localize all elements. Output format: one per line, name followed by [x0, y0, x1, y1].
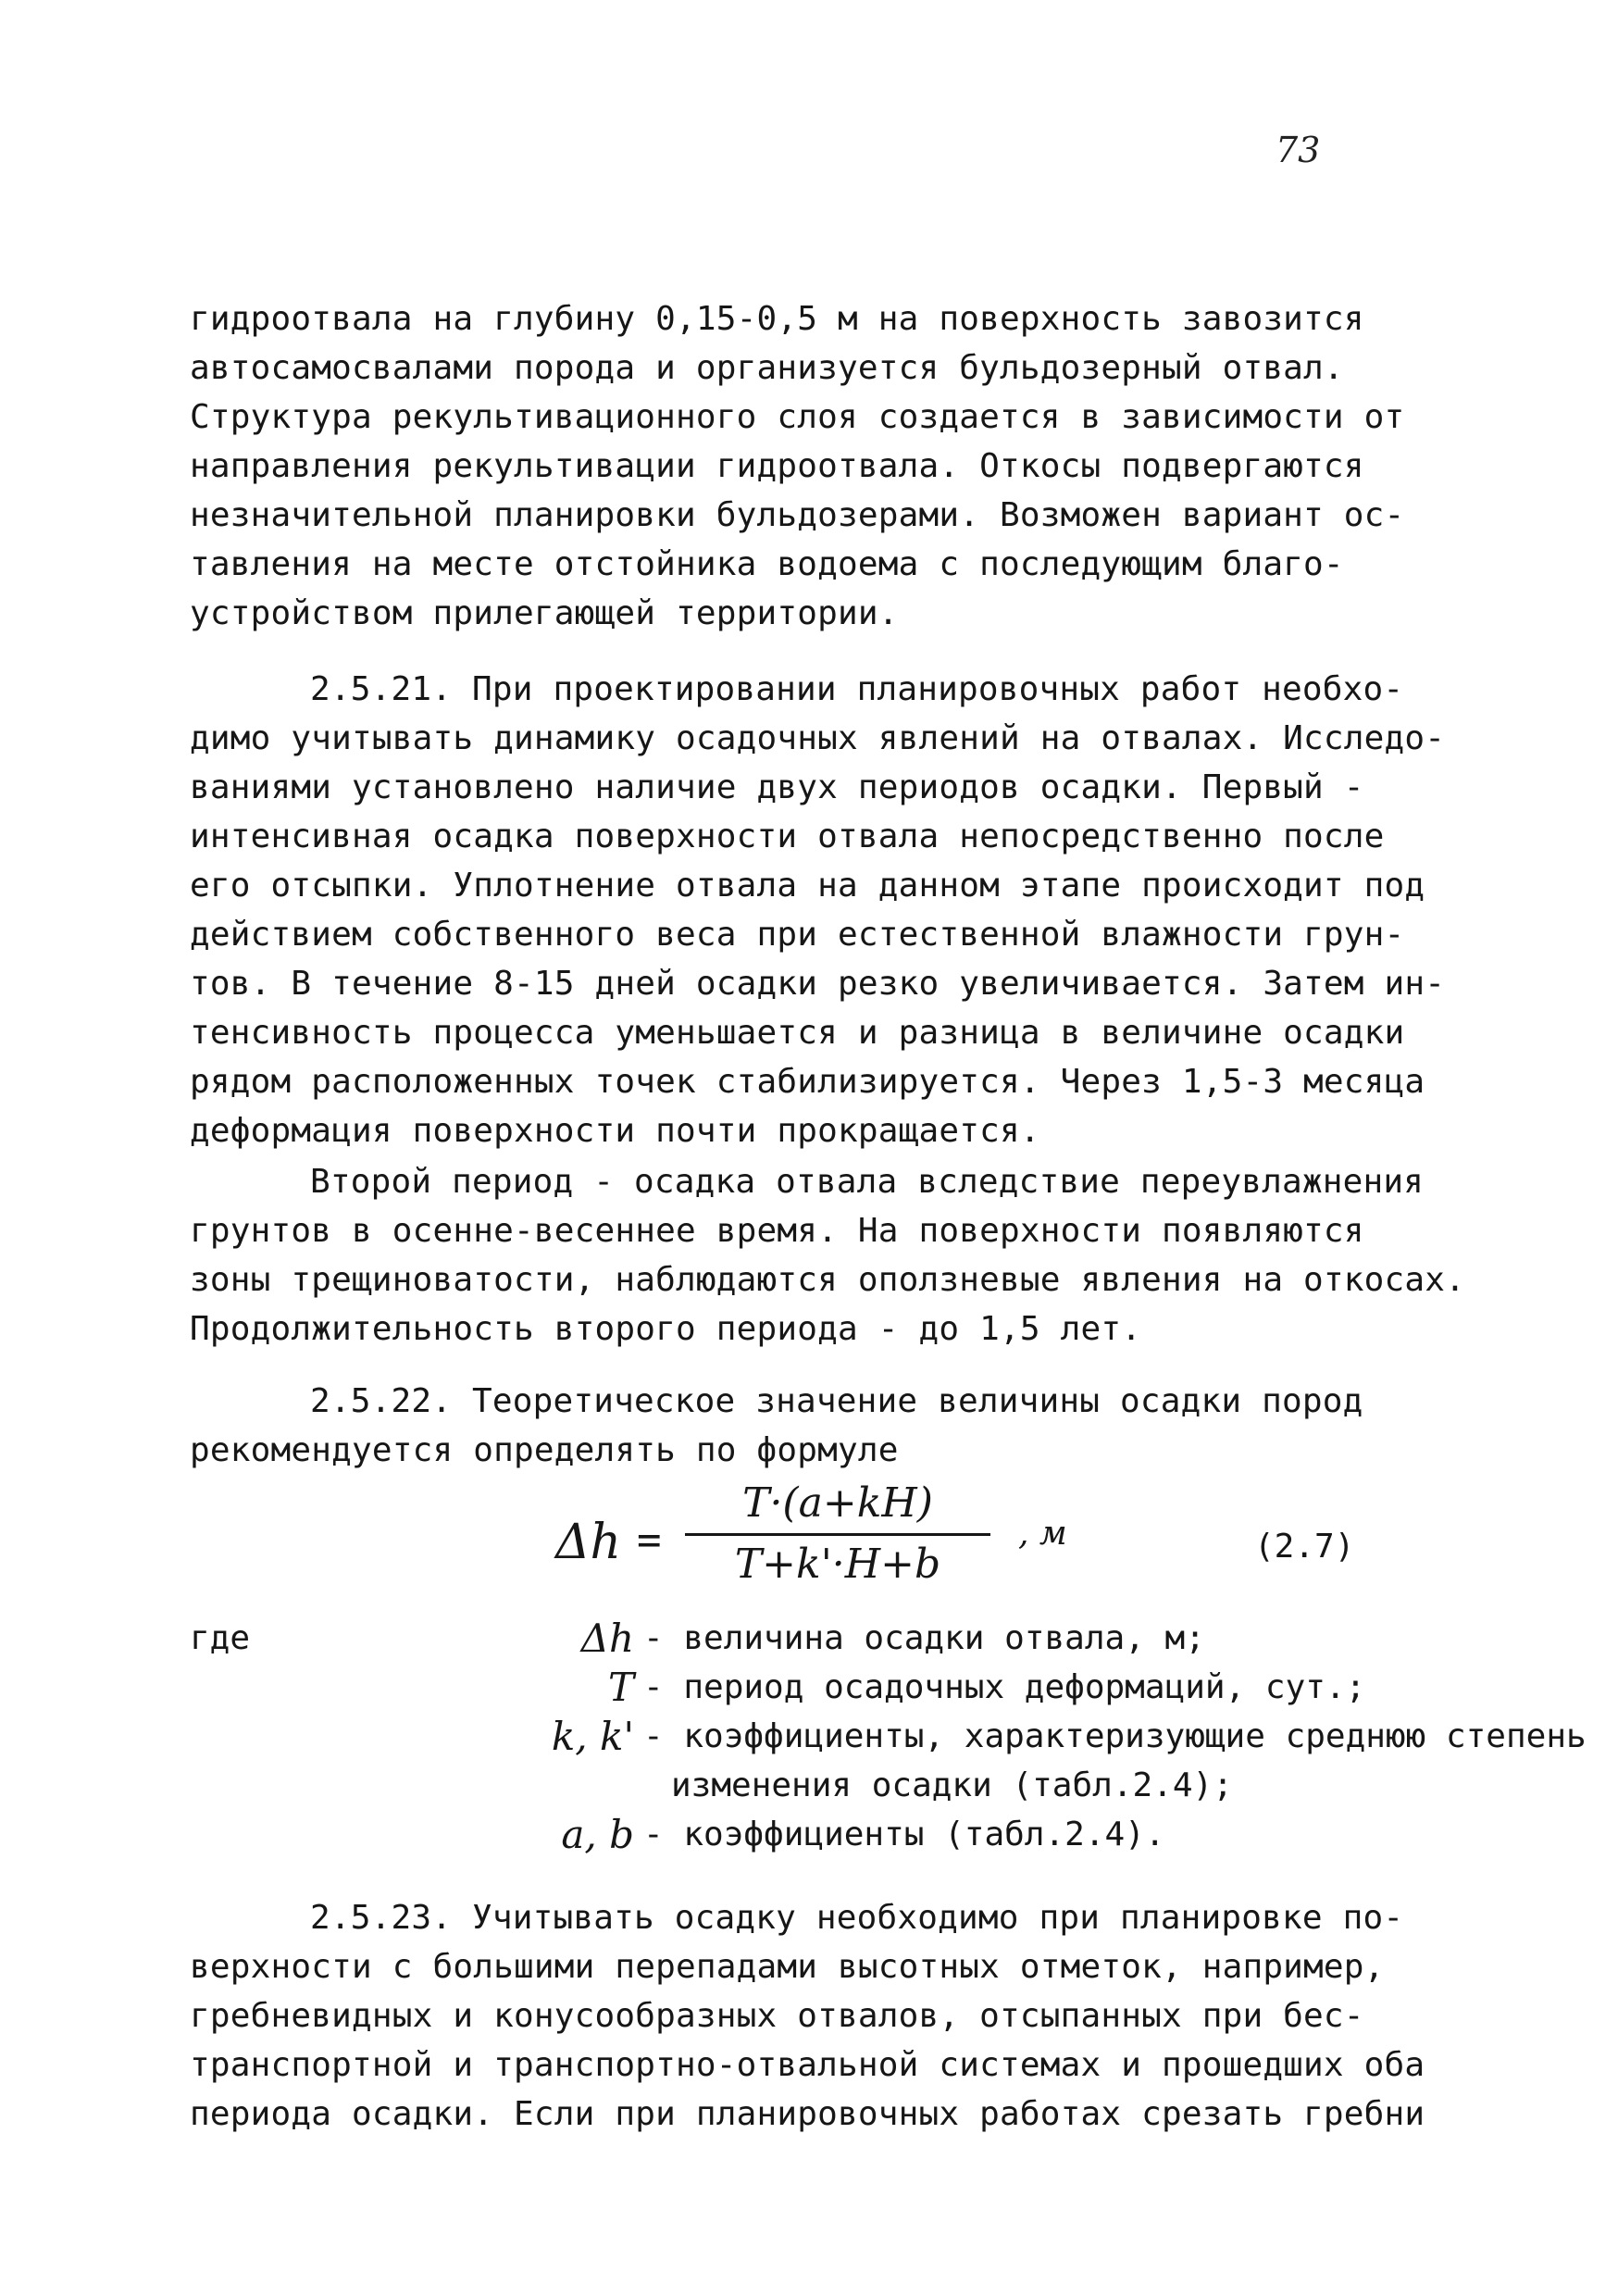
definition-text: - коэффициенты (табл.2.4).	[643, 1816, 1165, 1853]
text-line: интенсивная осадка поверхности отвала непосредственно после	[190, 817, 1385, 855]
paragraph-2-5-22	[190, 1377, 1449, 1475]
definition-row	[190, 1614, 1486, 1663]
text-line: Продолжительность второго периода - до 1,5 лет.	[190, 1310, 1142, 1348]
text-line: устройством прилегающей территории.	[190, 594, 899, 632]
formula-numerator: T·(a+kH)	[742, 1479, 933, 1527]
text-line: тавления на месте отстойника водоема с последующим благо-	[190, 545, 1344, 583]
definition-row	[190, 1810, 1486, 1859]
text-line: тов. В течение 8-15 дней осадки резко увеличивается. Затем ин-	[190, 965, 1446, 1003]
text-line: верхности с большими перепадами высотных отметок, например,	[190, 1948, 1385, 1986]
formula-denominator: T+k'·H+b	[734, 1541, 941, 1588]
definition-text: - величина осадки отвала, м;	[643, 1619, 1205, 1657]
text-line: Структура рекультивационного слоя создается в зависимости от	[190, 398, 1405, 436]
paragraph-2-5-23	[190, 1893, 1449, 2139]
formula-number: (2.7)	[1254, 1528, 1355, 1566]
formula-lhs: Δh	[555, 1515, 622, 1570]
text-line: действием собственного веса при естественной влажности грун-	[190, 916, 1405, 954]
text-line: тенсивность процесса уменьшается и разница в величине осадки	[190, 1014, 1405, 1052]
where-label: где	[190, 1619, 251, 1657]
definition-row	[190, 1712, 1587, 1761]
intro-paragraph	[190, 294, 1449, 638]
text-line: 2.5.22. Теоретическое значение величины осадки пород	[310, 1382, 1363, 1420]
paragraph-2-5-21	[190, 665, 1449, 1155]
fraction-bar	[685, 1533, 990, 1536]
definition-symbol: T	[607, 1665, 634, 1710]
text-line: гидроотвала на глубину 0,15-0,5 м на поверхность завозится	[190, 300, 1364, 338]
text-line: димо учитывать динамику осадочных явлений на отвалах. Исследо-	[190, 719, 1446, 757]
definition-row	[190, 1663, 1486, 1712]
text-line: незначительной планировки бульдозерами. Возможен вариант ос-	[190, 496, 1405, 534]
text-line: направления рекультивации гидроотвала. Откосы подвергаются	[190, 447, 1364, 485]
formula-equals: =	[637, 1516, 662, 1564]
text-line: зоны трещиноватости, наблюдаются оползневые явления на откосах.	[190, 1261, 1466, 1299]
text-line: рядом расположенных точек стабилизируется. Через 1,5-3 месяца	[190, 1063, 1425, 1101]
text-line: Второй период - осадка отвала вследствие переувлажнения	[310, 1163, 1425, 1201]
text-line: рекомендуется определять по формуле	[190, 1431, 899, 1469]
paragraph-second-period	[190, 1157, 1466, 1354]
text-line: его отсыпки. Уплотнение отвала на данном этапе происходит под	[190, 867, 1425, 905]
formula-unit: , м	[1018, 1515, 1067, 1553]
text-line: 2.5.21. При проектировании планировочных работ необхо-	[310, 670, 1404, 708]
text-line: ваниями установлено наличие двух периодов осадки. Первый -	[190, 768, 1364, 806]
text-line: транспортной и транспортно-отвальной системах и прошедших оба	[190, 2046, 1425, 2084]
text-line: гребневидных и конусообразных отвалов, отсыпанных при бес-	[190, 1997, 1364, 2035]
text-line: деформация поверхности почти прокращается.	[190, 1112, 1040, 1150]
formula-definitions	[190, 1614, 1587, 1859]
definition-text: изменения осадки (табл.2.4);	[671, 1766, 1233, 1804]
definition-row	[190, 1761, 1486, 1810]
text-line: периода осадки. Если при планировочных работах срезать гребни	[190, 2095, 1425, 2133]
definition-text: - период осадочных деформаций, сут.;	[643, 1668, 1366, 1706]
text-line: грунтов в осенне-весеннее время. На поверхности появляются	[190, 1212, 1364, 1250]
text-line: автосамосвалами порода и организуется бульдозерный отвал.	[190, 349, 1344, 387]
definition-symbol: Δh	[580, 1616, 634, 1661]
definition-text: - коэффициенты, характеризующие среднюю степень	[643, 1717, 1587, 1755]
text-line: 2.5.23. Учитывать осадку необходимо при планировке по-	[310, 1899, 1404, 1937]
definition-symbol: k, k'	[551, 1714, 634, 1759]
definition-symbol: a, b	[561, 1812, 634, 1857]
page-number: 73	[1276, 130, 1321, 170]
